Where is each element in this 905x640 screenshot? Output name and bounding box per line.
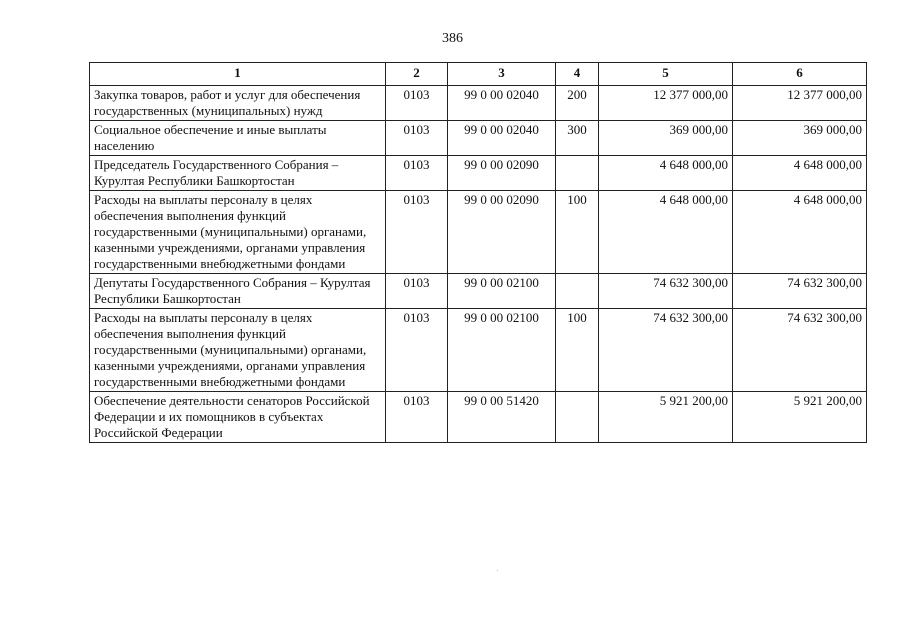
target-item-cell: 99 0 00 02040 (448, 86, 556, 121)
expense-type-cell: 200 (556, 86, 599, 121)
expense-type-cell: 100 (556, 191, 599, 274)
expense-name-cell: Председатель Государственного Собрания – Курултая Республики Башкортостан (90, 156, 386, 191)
target-item-cell: 99 0 00 02090 (448, 156, 556, 191)
amount-cell: 4 648 000,00 (599, 191, 733, 274)
expense-name-cell: Закупка товаров, работ и услуг для обеспечения государственных (муниципальных) нужд (90, 86, 386, 121)
table-row (90, 392, 867, 443)
table-row (90, 274, 867, 309)
column-header: 6 (733, 63, 867, 86)
table-row (90, 86, 867, 121)
amount-cell: 74 632 300,00 (599, 274, 733, 309)
expense-type-cell (556, 392, 599, 443)
expense-type-cell (556, 156, 599, 191)
section-code-cell: 0103 (386, 274, 448, 309)
expense-name-cell: Депутаты Государственного Собрания – Курултая Республики Башкортостан (90, 274, 386, 309)
expense-type-cell: 100 (556, 309, 599, 392)
amount-cell: 369 000,00 (733, 121, 867, 156)
column-header: 1 (90, 63, 386, 86)
expense-type-cell: 300 (556, 121, 599, 156)
amount-cell: 369 000,00 (599, 121, 733, 156)
section-code-cell: 0103 (386, 309, 448, 392)
expense-name-cell: Обеспечение деятельности сенаторов Российской Федерации и их помощников в субъектах Российской Федерации (90, 392, 386, 443)
target-item-cell: 99 0 00 02040 (448, 121, 556, 156)
amount-cell: 74 632 300,00 (599, 309, 733, 392)
expense-name-cell: Расходы на выплаты персоналу в целях обеспечения выполнения функций государственными (муниципальными) органами, казенными учреждениями, органами управления государственными внебюджетными фондами (90, 191, 386, 274)
target-item-cell: 99 0 00 02100 (448, 274, 556, 309)
amount-cell: 74 632 300,00 (733, 309, 867, 392)
amount-cell: 74 632 300,00 (733, 274, 867, 309)
section-code-cell: 0103 (386, 392, 448, 443)
target-item-cell: 99 0 00 02090 (448, 191, 556, 274)
section-code-cell: 0103 (386, 121, 448, 156)
column-header: 5 (599, 63, 733, 86)
table-row (90, 309, 867, 392)
budget-table (89, 62, 867, 443)
amount-cell: 12 377 000,00 (599, 86, 733, 121)
amount-cell: 5 921 200,00 (733, 392, 867, 443)
expense-type-cell (556, 274, 599, 309)
section-code-cell: 0103 (386, 86, 448, 121)
expense-name-cell: Расходы на выплаты персоналу в целях обеспечения выполнения функций государственными (муниципальными) органами, казенными учреждениями, органами управления государственными внебюджетными фондами (90, 309, 386, 392)
amount-cell: 4 648 000,00 (733, 191, 867, 274)
amount-cell: 12 377 000,00 (733, 86, 867, 121)
target-item-cell: 99 0 00 02100 (448, 309, 556, 392)
amount-cell: 4 648 000,00 (733, 156, 867, 191)
expense-name-cell: Социальное обеспечение и иные выплаты населению (90, 121, 386, 156)
table-row (90, 156, 867, 191)
table-header-row (90, 63, 867, 86)
target-item-cell: 99 0 00 51420 (448, 392, 556, 443)
column-header: 3 (448, 63, 556, 86)
column-header: 4 (556, 63, 599, 86)
section-code-cell: 0103 (386, 191, 448, 274)
page-number: 386 (442, 31, 463, 46)
section-code-cell: 0103 (386, 156, 448, 191)
table-row (90, 191, 867, 274)
scan-speck (497, 570, 498, 571)
amount-cell: 5 921 200,00 (599, 392, 733, 443)
table-row (90, 121, 867, 156)
column-header: 2 (386, 63, 448, 86)
amount-cell: 4 648 000,00 (599, 156, 733, 191)
